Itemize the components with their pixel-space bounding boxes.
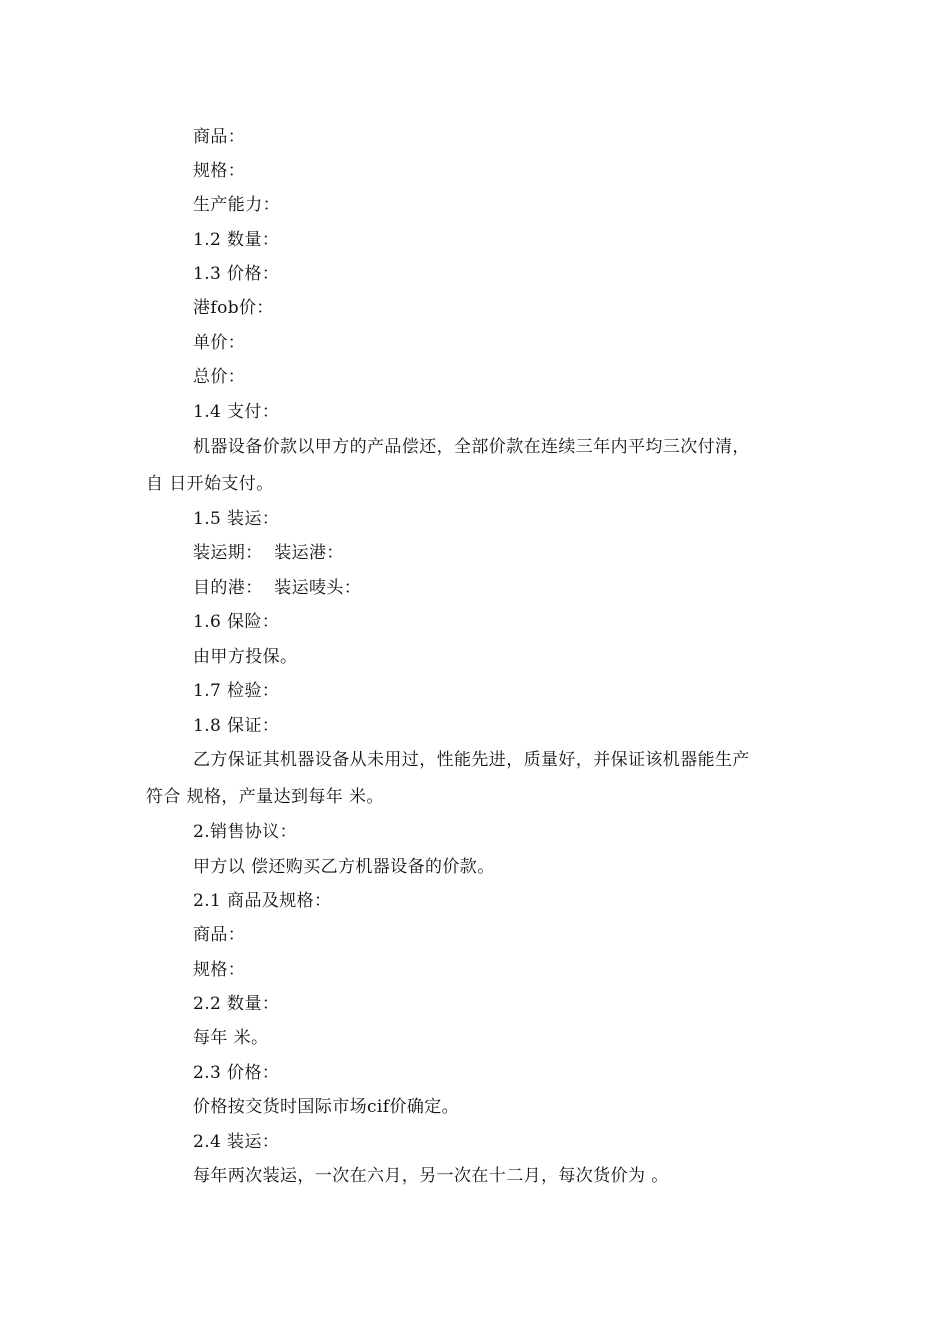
text-line: 自 日开始支付。 — [146, 474, 274, 494]
text-line: 符合 规格，产量达到每年 米。 — [146, 787, 384, 807]
text-line: 港fob价： — [193, 298, 274, 318]
text-line: 规格： — [193, 161, 246, 181]
text-line: 每年 米。 — [193, 1028, 269, 1048]
text-line: 1.2 数量： — [193, 230, 280, 250]
text-line: 1.7 检验： — [193, 681, 280, 701]
text-line: 1.8 保证： — [193, 716, 280, 736]
text-line: 1.4 支付： — [193, 402, 280, 422]
text-line: 总价： — [193, 367, 246, 387]
text-line: 商品： — [193, 127, 246, 147]
text-line: 乙方保证其机器设备从未用过，性能先进，质量好，并保证该机器能生产 — [193, 750, 750, 770]
text-line: 2.3 价格： — [193, 1063, 280, 1083]
text-line: 规格： — [193, 960, 246, 980]
text-line: 2.1 商品及规格： — [193, 891, 332, 911]
text-line: 1.6 保险： — [193, 612, 280, 632]
text-line: 1.3 价格： — [193, 264, 280, 284]
text-line: 单价： — [193, 333, 246, 353]
text-line: 2.2 数量： — [193, 994, 280, 1014]
text-line: 价格按交货时国际市场cif价确定。 — [193, 1097, 460, 1117]
text-line: 机器设备价款以甲方的产品偿还，全部价款在连续三年内平均三次付清， — [193, 437, 750, 457]
text-line: 商品： — [193, 925, 246, 945]
text-line: 2.销售协议： — [193, 822, 298, 842]
text-line: 2.4 装运： — [193, 1132, 280, 1152]
text-line: 甲方以 偿还购买乙方机器设备的价款。 — [193, 857, 495, 877]
text-line: 1.5 装运： — [193, 509, 280, 529]
text-line: 装运期： 装运港： — [193, 543, 344, 563]
text-line: 目的港： 装运唛头： — [193, 578, 362, 598]
text-line: 生产能力： — [193, 195, 280, 215]
text-line: 每年两次装运，一次在六月，另一次在十二月，每次货价为 。 — [193, 1166, 669, 1186]
text-line: 由甲方投保。 — [193, 647, 298, 667]
